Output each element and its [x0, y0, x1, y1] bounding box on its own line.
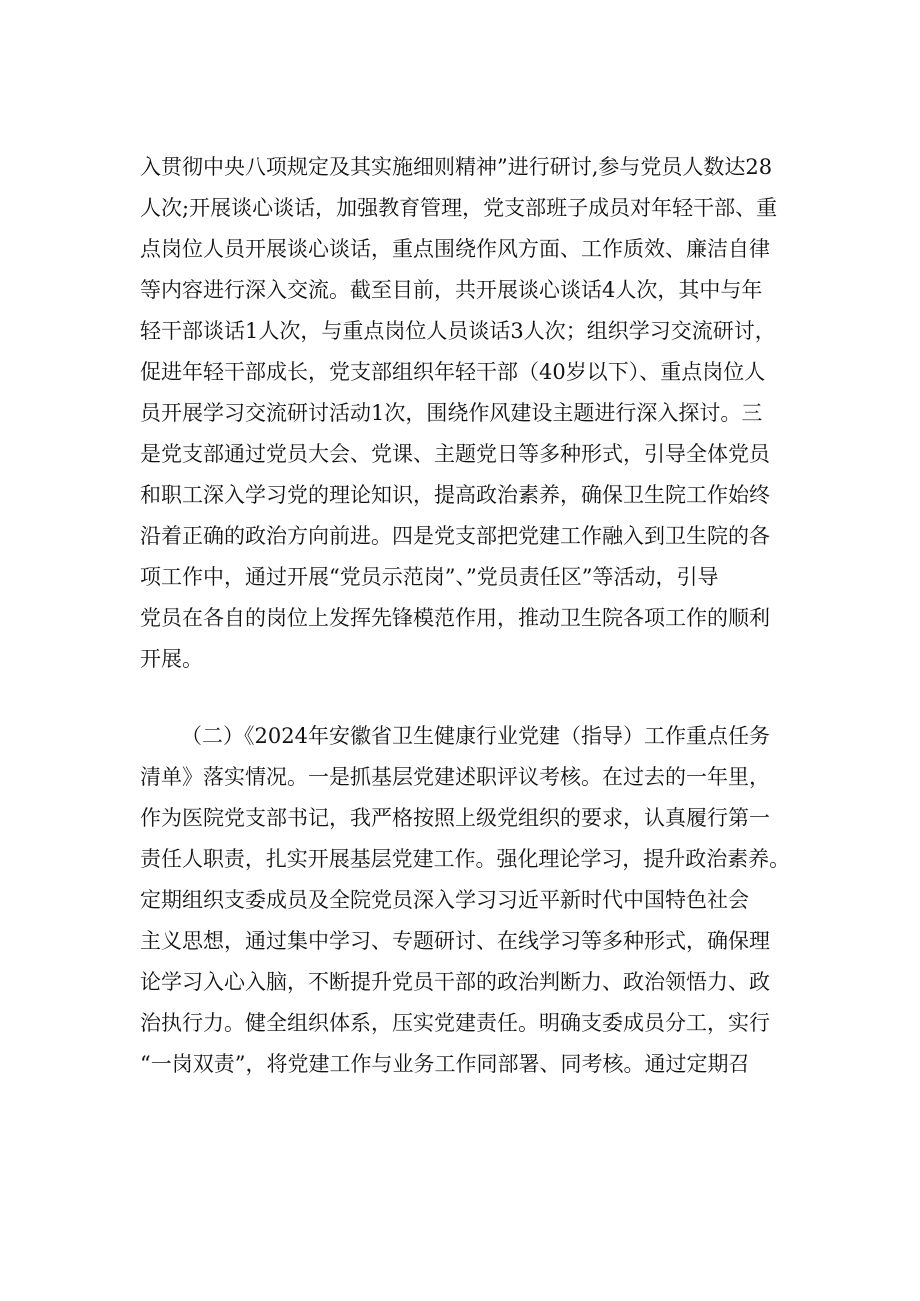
text-line: 主义思想，通过集中学习、专题研讨、在线学习等多种形式，确保理	[140, 929, 770, 953]
text-line: 治执行力。健全组织体系，压实党建责任。明确支委成员分工，实行	[140, 1011, 770, 1035]
text-line: 人次;开展谈心谈话，加强教育管理，党支部班子成员对年轻干部、重	[140, 196, 778, 220]
text-line: 论学习入心入脑，不断提升党员干部的政治判断力、政治领悟力、政	[140, 970, 770, 994]
text-line: 党员在各自的岗位上发挥先锋模范作用，推动卫生院各项工作的顺利	[140, 606, 770, 630]
text-line: 开展。	[140, 647, 203, 671]
text-line: 点岗位人员开展谈心谈话，重点围绕作风方面、工作质效、廉洁自律	[140, 237, 770, 261]
text-line: 和职工深入学习党的理论知识，提高政治素养，确保卫生院工作始终	[140, 483, 770, 507]
text-line: 是党支部通过党员大会、党课、主题党日等多种形式，引导全体党员	[140, 442, 770, 466]
text-line: 等内容进行深入交流。截至目前，共开展谈心谈话4人次，其中与年	[140, 278, 763, 302]
text-line: 沿着正确的政治方向前进。四是党支部把党建工作融入到卫生院的各	[140, 524, 770, 548]
text-line: 作为医院党支部书记，我严格按照上级党组织的要求，认真履行第一	[140, 806, 770, 830]
text-line: 入贯彻中央八项规定及其实施细则精神”进行研讨,参与党员人数达28	[140, 155, 773, 179]
paragraph-heading-line: （二）《2024年安徽省卫生健康行业党建（指导）工作重点任务	[181, 724, 770, 748]
text-line: 定期组织支委成员及全院党员深入学习习近平新时代中国特色社会	[140, 888, 749, 912]
text-line: “一岗双责”，将党建工作与业务工作同部署、同考核。通过定期召	[140, 1052, 750, 1076]
text-line: 项工作中，通过开展“党员示范岗”、”党员责任区”等活动，引导	[140, 565, 719, 589]
text-line: 促进年轻干部成长，党支部组织年轻干部（40岁以下）、重点岗位人	[140, 360, 766, 384]
text-line: 员开展学习交流研讨活动1次，围绕作风建设主题进行深入探讨。三	[140, 401, 763, 425]
text-line: 轻干部谈话1人次，与重点岗位人员谈话3人次；组织学习交流研讨，	[140, 319, 776, 343]
text-line: 清单》落实情况。一是抓基层党建述职评议考核。在过去的一年里，	[140, 765, 770, 789]
text-line: 责任人职责，扎实开展基层党建工作。强化理论学习，提升政治素养。	[140, 847, 791, 871]
